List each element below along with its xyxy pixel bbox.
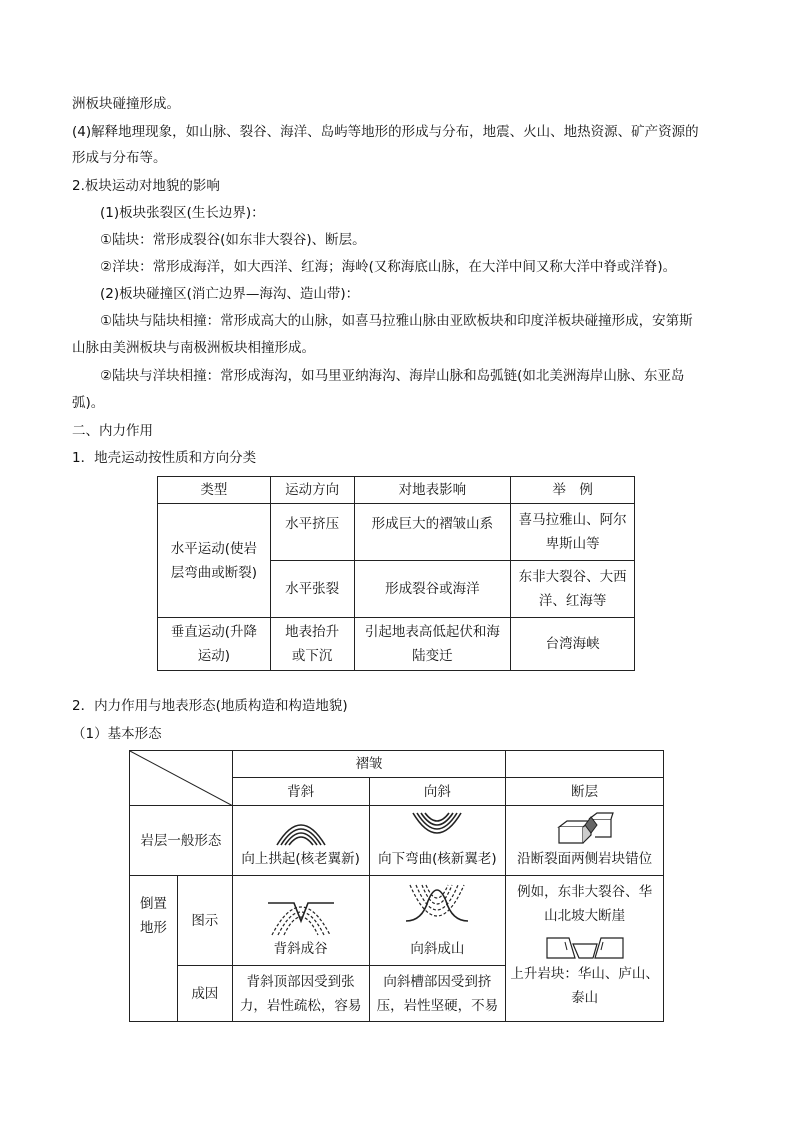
- geologic-structure-table: [129, 750, 664, 1022]
- cell-fault-form: [506, 806, 664, 876]
- cell-fault-examples: [506, 876, 664, 1022]
- paragraph-4-line1: (4)解释地理现象，如山脉、裂谷、海洋、岛屿等地形的形成与分布，地震、火山、地热资源、矿产资源的: [72, 124, 699, 140]
- cell-anticline-valley: [232, 876, 369, 966]
- cell-line: 喜马拉雅山、阿尔: [518, 512, 627, 528]
- cell-vertical-example: 台湾海峡: [511, 618, 635, 671]
- cell-squeeze-effect: 形成巨大的褶皱山系: [354, 504, 511, 561]
- cell-line: 运动): [197, 648, 231, 664]
- fault-diagram: [555, 811, 615, 847]
- row-label-general-form: 岩层一般形态: [130, 806, 233, 876]
- cell-stretch-effect: 形成裂谷或海洋: [354, 561, 511, 618]
- cell-line: 背斜顶部因受到张: [246, 973, 355, 990]
- item-ocean-collision-line1: ②陆块与洋块相撞：常形成海沟，如马里亚纳海沟、海岸山脉和岛弧链(如北美洲海岸山脉、东亚岛: [100, 368, 685, 384]
- header-type: 类型: [158, 477, 271, 504]
- heading-basic-form: （1）基本形态: [72, 726, 162, 742]
- row-label-inverted: [130, 876, 178, 1022]
- anticline-diagram: [271, 811, 331, 847]
- header-direction: 运动方向: [270, 477, 354, 504]
- diagonal-header-cell: [130, 751, 233, 806]
- heading-structure-landform: 2．内力作用与地表形态(地质构造和构造地貌): [72, 698, 348, 714]
- cell-text: 向下弯曲(核新翼老): [378, 850, 497, 867]
- header-fold: 褶皱: [232, 751, 506, 778]
- cell-stretch-direction: 水平张裂: [270, 561, 354, 618]
- heading-crust-movement: 1．地壳运动按性质和方向分类: [72, 450, 257, 466]
- header-empty: [506, 751, 664, 778]
- cell-line: 上升岩块：华山、庐山、: [510, 966, 659, 982]
- cell-line: 泰山: [571, 990, 599, 1006]
- crust-movement-table: [157, 476, 635, 671]
- cell-horizontal-type: [158, 504, 271, 618]
- syncline-diagram: [407, 811, 467, 847]
- cell-text: 向上拱起(核老翼新): [241, 850, 360, 867]
- subheading-convergent: (2)板块碰撞区(消亡边界—海沟、造山带)：: [100, 286, 360, 302]
- item-continental-collision-line2: 山脉由美洲板块与南极洲板块相撞形成。: [72, 340, 315, 356]
- cell-line: 层弯曲或断裂): [170, 564, 258, 581]
- item-continental-collision-line1: ①陆块与陆块相撞：常形成高大的山脉，如喜马拉雅山脉由亚欧板块和印度洋板块碰撞形成，安第斯: [100, 313, 693, 329]
- cell-line: 压，岩性坚硬，不易: [376, 997, 499, 1014]
- subheading-divergent: (1)板块张裂区(生长边界)：: [100, 205, 265, 221]
- cell-line: 例如，东非大裂谷、华: [517, 884, 653, 900]
- cell-stretch-example: [511, 561, 635, 618]
- cell-text: 向斜成山: [410, 940, 465, 957]
- cell-line: 或下沉: [291, 648, 333, 664]
- cell-anticline-form: [232, 806, 369, 876]
- cell-vertical-effect: [354, 618, 511, 671]
- cell-syncline-cause: [369, 966, 506, 1022]
- fault-block-diagram: [545, 930, 625, 960]
- cell-squeeze-direction: 水平挤压: [270, 504, 354, 561]
- cell-line: 卑斯山等: [545, 536, 600, 552]
- cell-line: 地表抬升: [285, 624, 340, 640]
- diagonal-line: [130, 751, 233, 806]
- cell-syncline-form: [369, 806, 506, 876]
- cell-line: 山北坡大断崖: [544, 908, 626, 924]
- cell-line: 力，岩性疏松，容易: [239, 997, 362, 1014]
- cell-line: 洋、红海等: [538, 593, 607, 609]
- row-label-diagram: 图示: [177, 876, 232, 966]
- cell-anticline-cause: [232, 966, 369, 1022]
- item-continental-rift: ①陆块：常形成裂谷(如东非大裂谷)、断层。: [100, 232, 366, 248]
- cell-syncline-mountain: [369, 876, 506, 966]
- item-oceanic-rift: ②洋块：常形成海洋，如大西洋、红海；海岭(又称海底山脉，在大洋中间又称大洋中脊或洋脊)。: [100, 259, 677, 275]
- anticline-valley-diagram: [268, 881, 334, 937]
- paragraph-continuation: 洲板块碰撞形成。: [72, 96, 180, 112]
- paragraph-4-line2: 形成与分布等。: [72, 150, 167, 166]
- header-effect: 对地表影响: [354, 477, 511, 504]
- row-label-cause: 成因: [177, 966, 232, 1022]
- header-example: 举 例: [511, 477, 635, 504]
- cell-line: 引起地表高低起伏和海: [364, 624, 500, 640]
- heading-plate-landform: 2.板块运动对地貌的影响: [72, 178, 220, 194]
- cell-line: 水平运动(使岩: [170, 540, 258, 557]
- cell-line: 垂直运动(升降: [170, 624, 258, 640]
- cell-text: 背斜成谷: [273, 940, 328, 957]
- section-endogenic: 二、内力作用: [72, 423, 153, 439]
- cell-text: 沿断裂面两侧岩块错位: [517, 850, 653, 867]
- cell-line: 倒置: [139, 896, 167, 912]
- cell-squeeze-example: [511, 504, 635, 561]
- cell-vertical-type: [158, 618, 271, 671]
- cell-vertical-direction: [270, 618, 354, 671]
- header-anticline: 背斜: [232, 778, 369, 806]
- item-ocean-collision-line2: 弧)。: [72, 395, 105, 411]
- header-syncline: 向斜: [369, 778, 506, 806]
- cell-line: 地形: [139, 920, 167, 936]
- syncline-mountain-diagram: [404, 881, 470, 937]
- cell-line: 东非大裂谷、大西: [518, 569, 627, 585]
- cell-line: 陆变迁: [412, 648, 453, 664]
- header-fault: 断层: [506, 778, 664, 806]
- cell-line: 向斜槽部因受到挤: [383, 973, 492, 990]
